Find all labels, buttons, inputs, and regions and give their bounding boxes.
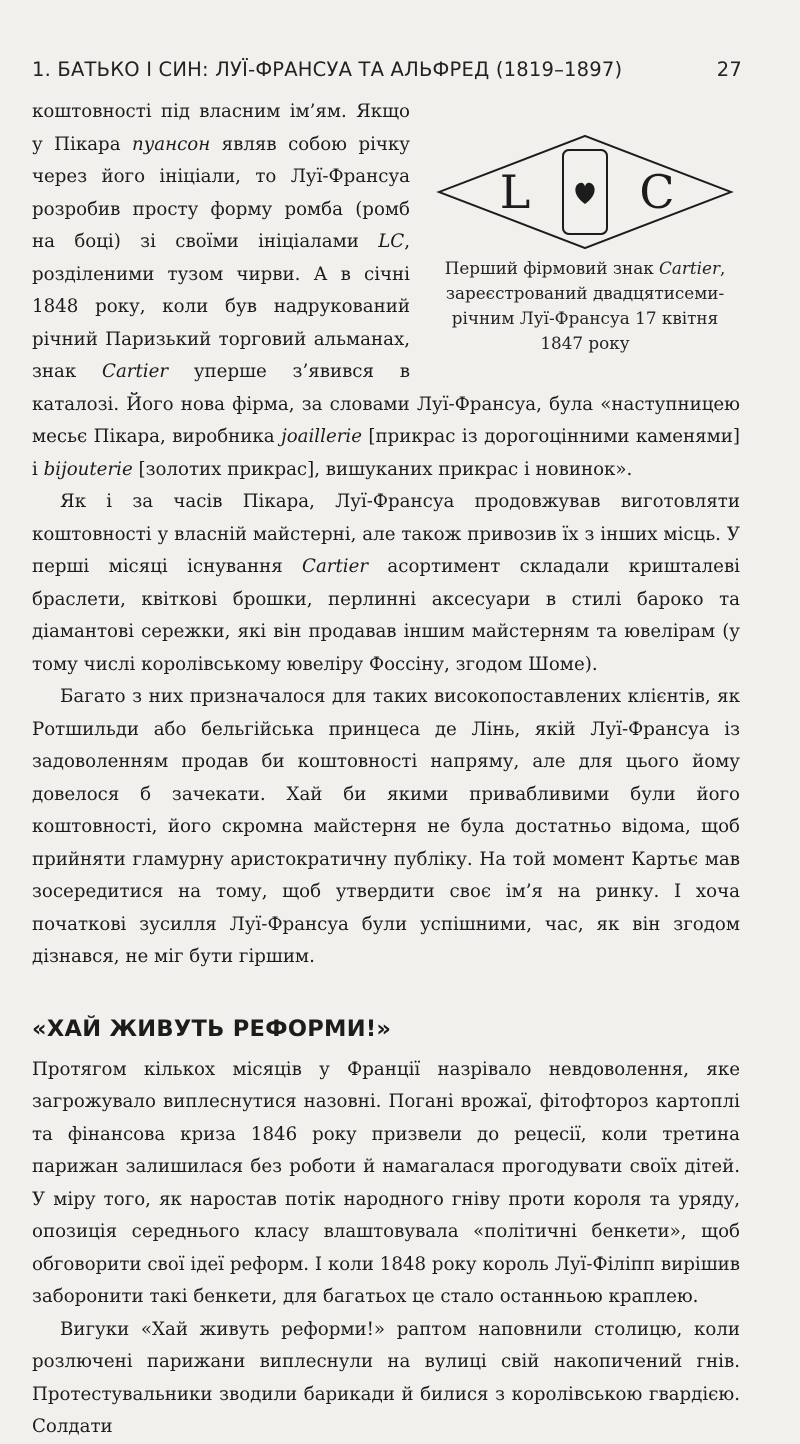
cartier-logo-figure — [430, 102, 740, 356]
logo-letter-right: C — [639, 165, 675, 219]
paragraph-1: коштовності під власним ім’ям. Якщо у Пікара пуансон являв собою річку через його ініціали, то Луї-Франсуа розробив просту форму ромба (ромб на боці) зі своїми ініціалами LC, розділеними тузом чирви. А в січні 1848 року, коли був надрукований річний Паризький торговий альманах, знак Cartier уперше з’явився в каталозі. Його нова фірма, за словами Луї-Франсуа, була «наступницею месьє Пікара, виробника joaillerie [прикрас із дорогоцінними каменями] і bijouterie [золотих прикрас], вишуканих прикрас і новинок». — [32, 101, 740, 480]
paragraph-2: Як і за часів Пікара, Луї-Франсуа продовжував виготовляти коштовності у власній майстерні, але також привозив їх з інших місць. У перші місяці існування Cartier асортимент складали кришталеві браслети, квіткові брошки, перлинні аксесуари в стилі бароко та діамантові сережки, які він продавав іншим майстерням та ювелірам (у тому числі королівському ювеліру Фоссіну, згодом Шоме). — [32, 491, 740, 675]
cartier-logo — [435, 132, 735, 252]
caption-brand: Cartier — [659, 258, 720, 278]
section-heading: «ХАЙ ЖИВУТЬ РЕФОРМИ!» — [32, 1015, 392, 1042]
running-header — [32, 58, 742, 81]
paragraph-3: Багато з них призначалося для таких високопоставлених клієнтів, як Ротшильди або бельгійська принцеса де Лінь, якій Луї-Франсуа із задоволенням продав би коштовності напряму, але для цього йому довелося б зачекати. Хай би якими привабливими були його коштовності, його скромна майстерня не була достатньо відома, щоб прийняти гламурну аристократичну публіку. На той момент Картьє мав зосередитися на тому, щоб утвердити своє ім’я на ринку. І хоча початкові зусилля Луї-Франсуа були успішними, час, як він згодом дізнався, не міг бути гіршим. — [32, 686, 740, 967]
heart-icon — [575, 183, 594, 204]
page-number: 27 — [716, 58, 742, 81]
chapter-title: 1. БАТЬКО І СИН: ЛУЇ-ФРАНСУА ТА АЛЬФРЕД (1819–1897) — [32, 58, 623, 81]
paragraph-4: Протягом кількох місяців у Франції назрівало невдоволення, яке загрожувало виплеснутися назовні. Погані врожаї, фітофтороз картоплі та фінансова криза 1846 року призвели до рецесії, коли третина парижан залишилася без роботи й намагалася прогодувати своїх дітей. У міру того, як наростав потік народного гніву проти короля та уряду, опозиція середнього класу влаштовувала «політичні бенкети», щоб обговорити свої ідеї реформ. І коли 1848 року король Луї-Філіпп вирішив заборонити такі бенкети, для багатьох це стало останньою краплею. — [32, 1058, 740, 1307]
body-text — [32, 96, 740, 1444]
logo-letter-left: L — [499, 165, 531, 219]
figure-caption: Перший фірмовий знак Cartier, зареєстрований двадцятисемирічним Луї-Франсуа 17 квітня 1847 року — [444, 258, 726, 353]
paragraph-5: Вигуки «Хай живуть реформи!» раптом наповнили столицю, коли розлючені парижани виплеснули на вулиці свій накопичений гнів. Протестувальники зводили барикади й билися з королівською гвардією. Солдати — [32, 1318, 740, 1437]
